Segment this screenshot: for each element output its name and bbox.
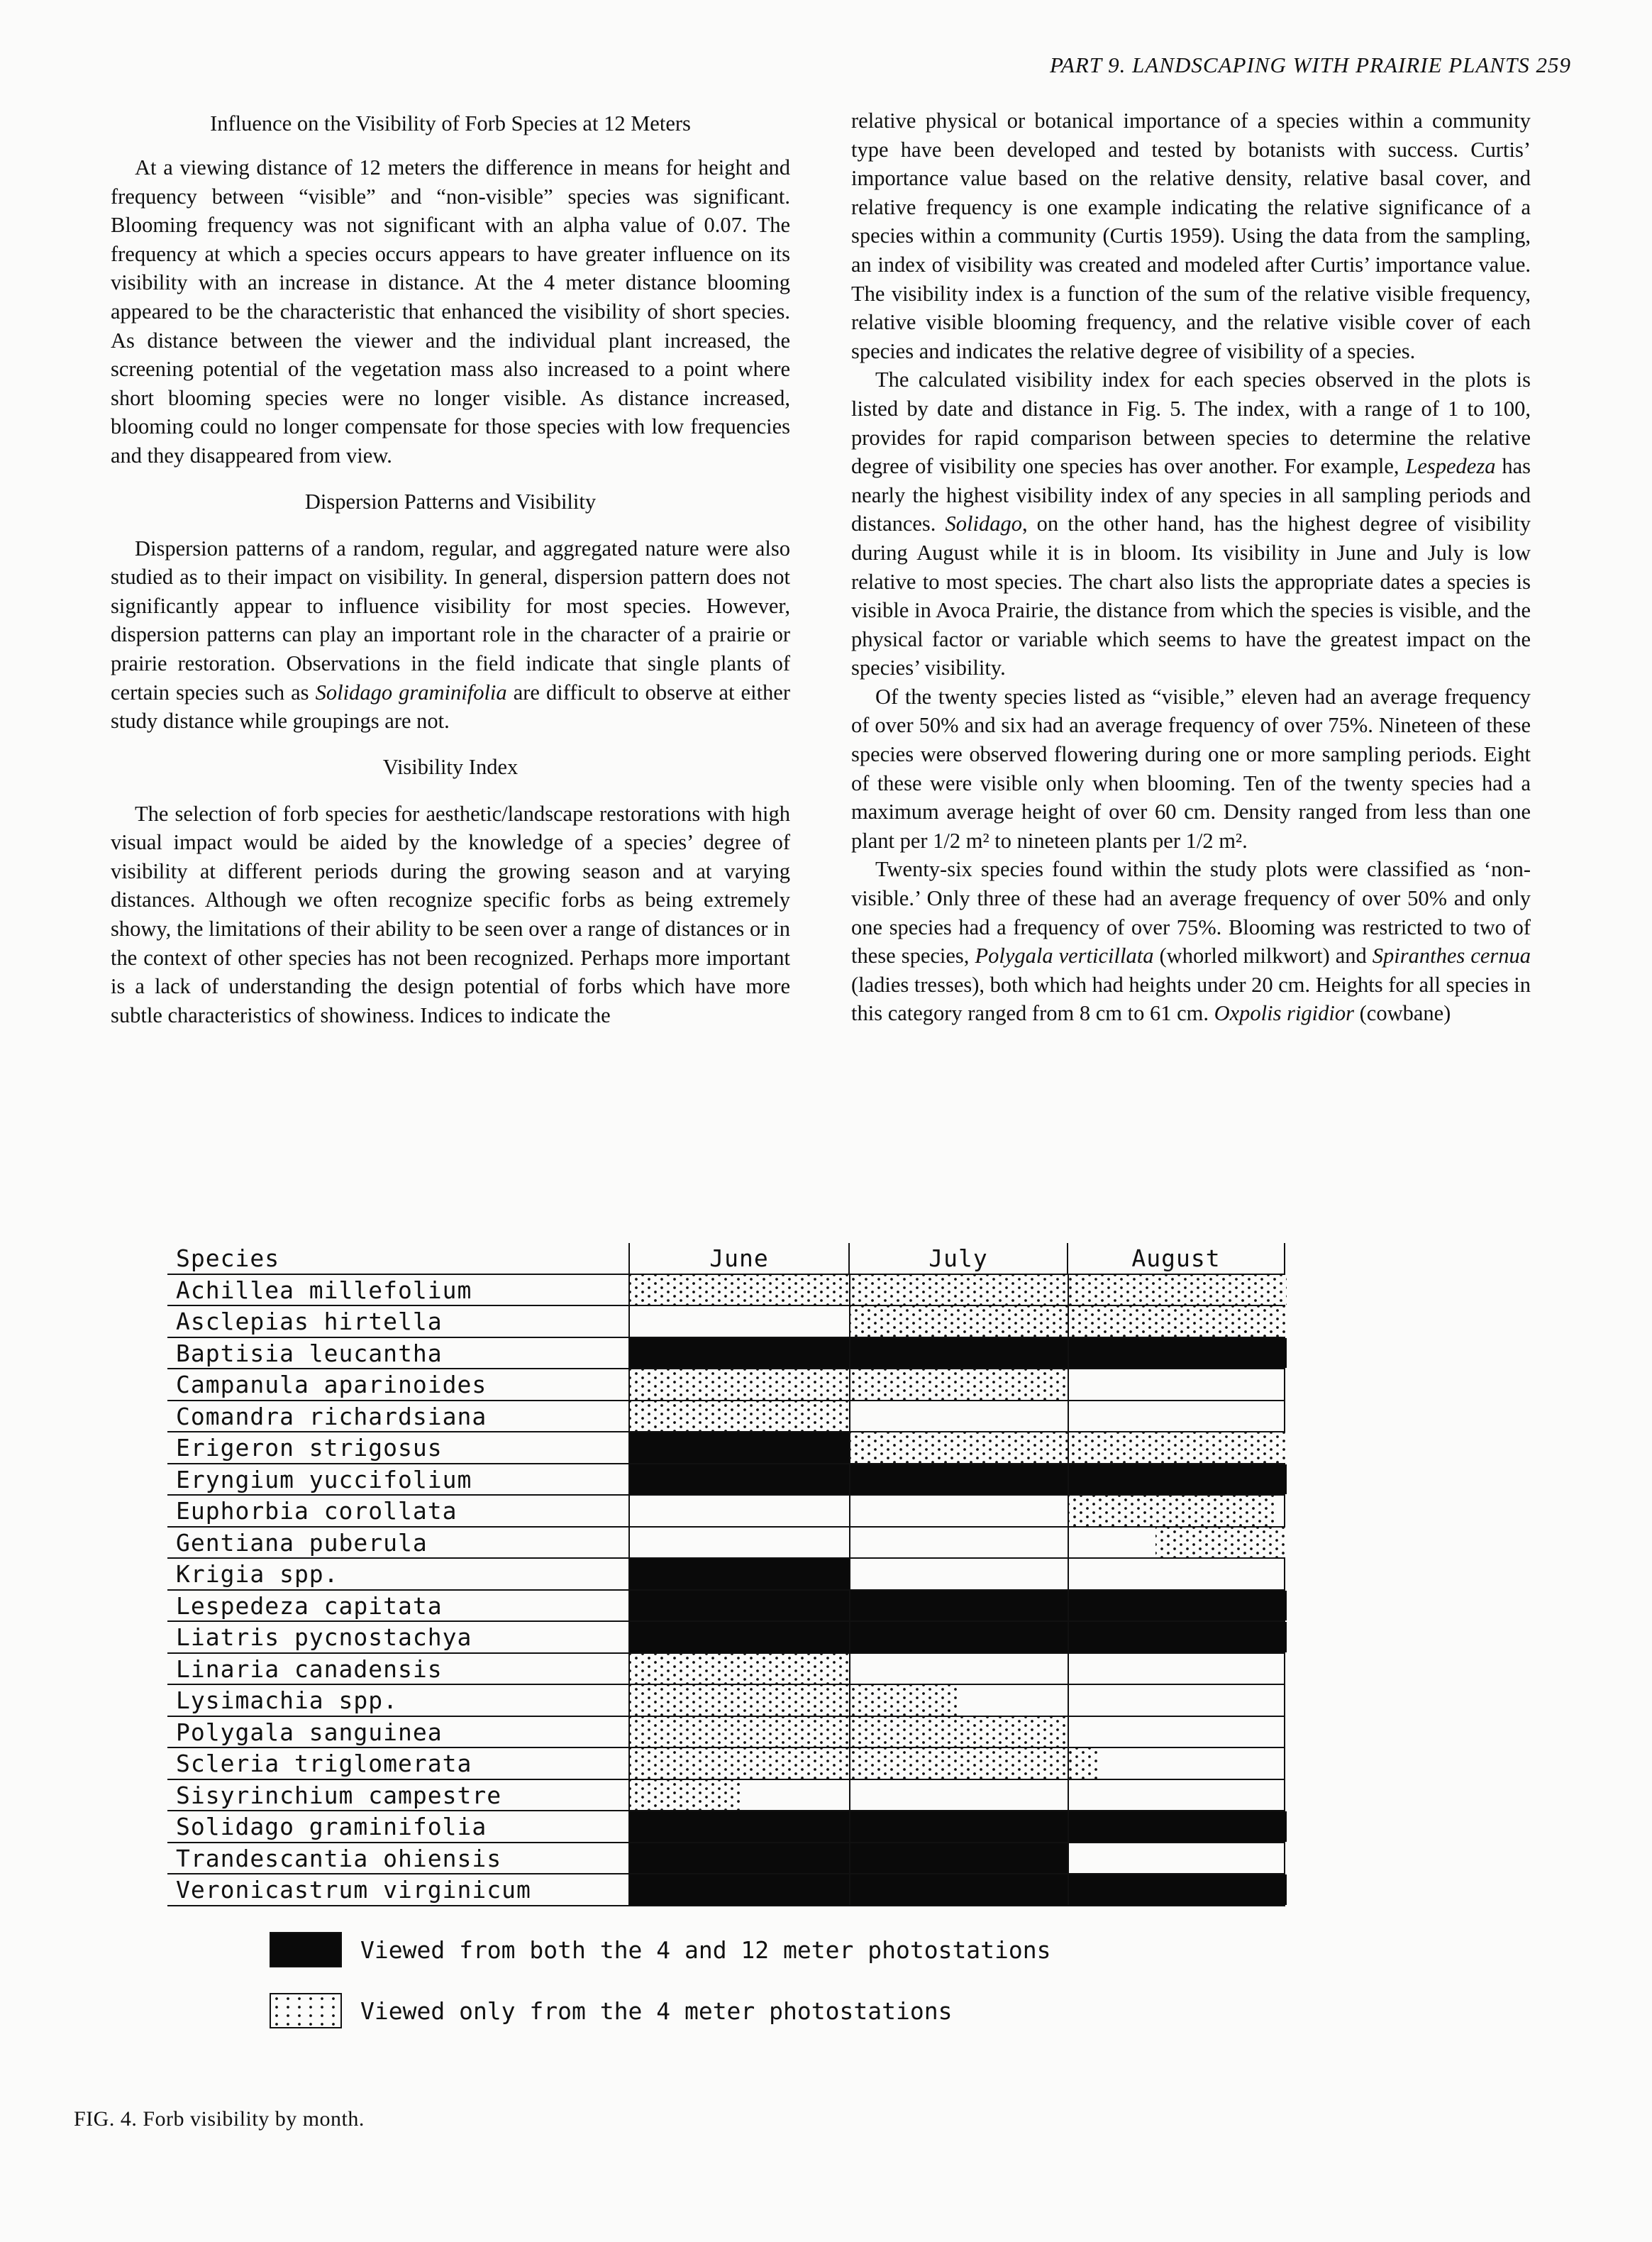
month-divider xyxy=(1068,1275,1069,1305)
month-divider xyxy=(1068,1811,1069,1842)
month-divider xyxy=(1068,1591,1069,1621)
paragraph-dispersion: Dispersion patterns of a random, regular, and aggregated nature were also studied as to their impact on visibility. In general, dispersion pattern does not significantly appear to influence visibility for most species. However, dispersion patterns can play an important role in the character of a prairie or prairie restoration. Observations in the field indicate that single plants of certain species such as Solidago graminifolia are difficult to observe at either study distance while groupings are not. xyxy=(111,536,790,734)
month-divider xyxy=(1068,1496,1069,1526)
band-viewed-both xyxy=(630,1811,1287,1842)
visibility-row xyxy=(628,1843,1285,1875)
species-label: Sisyrinchium campestre xyxy=(167,1780,628,1812)
band-viewed-both xyxy=(630,1591,1287,1621)
month-divider xyxy=(849,1717,850,1747)
month-divider xyxy=(1068,1685,1069,1716)
paragraph-12m: At a viewing distance of 12 meters the difference in means for height and frequency between “visible” and “non-visible” species was significant. Blooming frequency was not significant with an alpha value of 0.07. The frequency at which a species occurs appears to have greater influence on its visibility with an increase in distance. At the 4 meter distance blooming appeared to be the characteristic that enhanced the visibility of short species. As distance between the viewer and the individual plant increased, the screening potential of the vegetation mass also increased to a point where short blooming species were no longer visible. As distance increased, blooming could no longer compensate for those species with low frequencies and they disappeared from view. xyxy=(111,155,790,468)
species-label: Liatris pycnostachya xyxy=(167,1622,628,1654)
species-label: Linaria canadensis xyxy=(167,1654,628,1686)
visibility-row xyxy=(628,1496,1285,1528)
visibility-row xyxy=(628,1780,1285,1812)
month-divider xyxy=(849,1401,850,1432)
left-column xyxy=(111,106,790,1029)
species-label: Gentiana puberula xyxy=(167,1528,628,1559)
species-label: Achillea millefolium xyxy=(167,1275,628,1307)
visibility-row xyxy=(628,1401,1285,1433)
visibility-row xyxy=(628,1275,1285,1307)
paragraph-visible-species: Of the twenty species listed as “visible,” eleven had an average frequency of over 50% and six had an average frequency of over 75%. Nineteen of these species were observed flowering during one or more sampling periods. Eight of these were visible only when blooming. Ten of the twenty species had a maximum average height of over 60 cm. Density ranged from less than one plant per 1/2 m² to nineteen plants per 1/2 m². xyxy=(851,684,1531,853)
month-divider xyxy=(1068,1369,1069,1400)
month-divider xyxy=(1068,1622,1069,1652)
paragraph-importance: relative physical or botanical importance of a species within a community type have been developed and tested by botanists with success. Curtis’ importance value based on the relative density, relative basal cover, and relative frequency is one example indicating the relative significance of a species within a community (Curtis 1959). Using the data from the sampling, an index of visibility was created and modeled after Curtis’ importance value. The visibility index is a function of the sum of the relative visible frequency, relative visible blooming frequency, and the relative visible cover of each species and indicates the relative degree of visibility of a species. xyxy=(851,109,1531,363)
month-divider xyxy=(849,1843,850,1874)
band-viewed-both xyxy=(630,1874,1287,1905)
month-divider xyxy=(849,1369,850,1400)
section-heading-12m: Influence on the Visibility of Forb Species at 12 Meters xyxy=(210,111,691,136)
chart-legend xyxy=(270,1927,1051,2049)
month-divider xyxy=(849,1685,850,1716)
visibility-row xyxy=(628,1748,1285,1780)
month-divider xyxy=(1068,1401,1069,1432)
figure-caption: FIG. 4. Forb visibility by month. xyxy=(74,2107,365,2131)
legend-swatch-dotted xyxy=(270,1993,342,2028)
paragraph-non-visible-species: Twenty-six species found within the study plots were classified as ‘non-visible.’ Only three of these had an average frequency of over 50% and only one species had a frequency of over 75%. Blooming was restricted to two of these species, Polygala verticillata (whorled milkwort) and Spiranthes cernua (ladies tresses), both which had heights under 20 cm. Heights for all species in this category ranged from 8 cm to 61 cm. Oxpolis rigidior (cowbane) xyxy=(851,857,1531,1026)
visibility-row xyxy=(628,1874,1285,1906)
month-divider xyxy=(849,1528,850,1558)
paragraph-visibility-index: The selection of forb species for aesthetic/landscape restorations with high visual impact would be aided by the knowledge of a species’ degree of visibility at different periods during the growing season and at varying distances. Although we often recognize specific forbs as being extremely showy, the limitations of their ability to be seen over a range of distances or in the context of other species has not been recognized. Perhaps more important is a lack of understanding the design potential of forbs which have more subtle characteristics of showiness. Indices to indicate the xyxy=(111,801,790,1027)
month-divider xyxy=(1068,1717,1069,1747)
month-divider xyxy=(849,1748,850,1779)
right-column xyxy=(851,106,1531,1028)
month-divider xyxy=(849,1496,850,1526)
species-label: Erigeron strigosus xyxy=(167,1432,628,1464)
chart-grid xyxy=(167,1243,1285,1906)
visibility-row xyxy=(628,1432,1285,1464)
month-divider xyxy=(1068,1748,1069,1779)
band-viewed-4m xyxy=(630,1275,1287,1305)
month-header-june: June xyxy=(628,1243,848,1275)
month-divider xyxy=(849,1275,850,1305)
visibility-row xyxy=(628,1717,1285,1749)
species-label: Comandra richardsiana xyxy=(167,1401,628,1433)
paragraph-index-calc: The calculated visibility index for each species observed in the plots is listed by date and distance in Fig. 5. The index, with a range of 1 to 100, provides for rapid comparison between species to determine the relative degree of visibility one species has over another. For example, Lespedeza has nearly the highest visibility index of any species in all sampling periods and distances. Solidago, on the other hand, has the highest degree of visibility during August while it is in bloom. Its visibility in June and July is low relative to most species. The chart also lists the appropriate dates a species is visible in Avoca Prairie, the distance from which the species is visible, and the physical factor or variable which seems to have the greatest impact on the species’ visibility. xyxy=(851,368,1531,680)
month-divider xyxy=(1068,1338,1069,1369)
visibility-row xyxy=(628,1306,1285,1338)
section-heading-dispersion: Dispersion Patterns and Visibility xyxy=(304,489,597,514)
month-divider xyxy=(849,1780,850,1811)
month-divider xyxy=(849,1432,850,1463)
month-divider xyxy=(849,1591,850,1621)
legend-item-both xyxy=(270,1927,1051,1972)
species-label: Lespedeza capitata xyxy=(167,1591,628,1623)
band-viewed-both xyxy=(630,1559,850,1589)
legend-swatch-solid xyxy=(270,1932,342,1967)
species-label: Lysimachia spp. xyxy=(167,1685,628,1717)
species-header: Species xyxy=(167,1243,628,1275)
month-divider xyxy=(849,1559,850,1589)
month-divider xyxy=(849,1338,850,1369)
month-divider xyxy=(1068,1559,1069,1589)
month-divider xyxy=(849,1622,850,1652)
species-label: Trandescantia ohiensis xyxy=(167,1843,628,1875)
species-label: Eryngium yuccifolium xyxy=(167,1464,628,1496)
band-viewed-4m xyxy=(630,1685,959,1716)
legend-item-four xyxy=(270,1988,1051,2033)
month-divider xyxy=(1068,1780,1069,1811)
running-header: PART 9. LANDSCAPING WITH PRAIRIE PLANTS 259 xyxy=(1049,53,1571,77)
band-viewed-4m xyxy=(630,1654,850,1684)
species-label: Scleria triglomerata xyxy=(167,1748,628,1780)
band-viewed-both xyxy=(630,1464,1287,1495)
species-label: Krigia spp. xyxy=(167,1559,628,1591)
legend-label-both: Viewed from both the 4 and 12 meter photostations xyxy=(360,1935,1051,1964)
visibility-row xyxy=(628,1685,1285,1717)
band-viewed-4m xyxy=(630,1401,850,1432)
band-viewed-both xyxy=(630,1622,1287,1652)
month-divider xyxy=(849,1811,850,1842)
month-divider xyxy=(1068,1306,1069,1337)
band-viewed-4m xyxy=(630,1748,1101,1779)
species-label: Solidago graminifolia xyxy=(167,1811,628,1843)
month-divider xyxy=(1068,1464,1069,1495)
legend-label-four: Viewed only from the 4 meter photostations xyxy=(360,1997,953,2025)
band-viewed-4m xyxy=(1155,1528,1287,1558)
month-divider xyxy=(849,1654,850,1684)
species-label: Veronicastrum virginicum xyxy=(167,1874,628,1906)
forb-visibility-chart xyxy=(167,1243,1285,1906)
species-label: Baptisia leucantha xyxy=(167,1338,628,1370)
section-heading-visibility-index: Visibility Index xyxy=(382,754,519,779)
month-header-august: August xyxy=(1067,1243,1285,1275)
species-label: Polygala sanguinea xyxy=(167,1717,628,1749)
month-header-july: July xyxy=(848,1243,1067,1275)
visibility-row xyxy=(628,1559,1285,1591)
month-divider xyxy=(1068,1528,1069,1558)
visibility-row xyxy=(628,1591,1285,1623)
visibility-row xyxy=(628,1338,1285,1370)
species-label: Campanula aparinoides xyxy=(167,1369,628,1401)
species-label: Euphorbia corollata xyxy=(167,1496,628,1528)
month-divider xyxy=(849,1874,850,1905)
month-divider xyxy=(1068,1432,1069,1463)
visibility-row xyxy=(628,1622,1285,1654)
band-viewed-both xyxy=(630,1338,1287,1369)
visibility-row xyxy=(628,1654,1285,1686)
month-divider xyxy=(849,1306,850,1337)
visibility-row xyxy=(628,1528,1285,1559)
month-divider xyxy=(1068,1874,1069,1905)
band-viewed-4m xyxy=(630,1780,740,1811)
month-divider xyxy=(849,1464,850,1495)
visibility-row xyxy=(628,1369,1285,1401)
species-label: Asclepias hirtella xyxy=(167,1306,628,1338)
visibility-row xyxy=(628,1464,1285,1496)
month-divider xyxy=(1068,1654,1069,1684)
visibility-row xyxy=(628,1811,1285,1843)
band-viewed-both xyxy=(630,1432,850,1463)
month-divider xyxy=(1068,1843,1069,1874)
band-viewed-4m xyxy=(1068,1496,1276,1526)
